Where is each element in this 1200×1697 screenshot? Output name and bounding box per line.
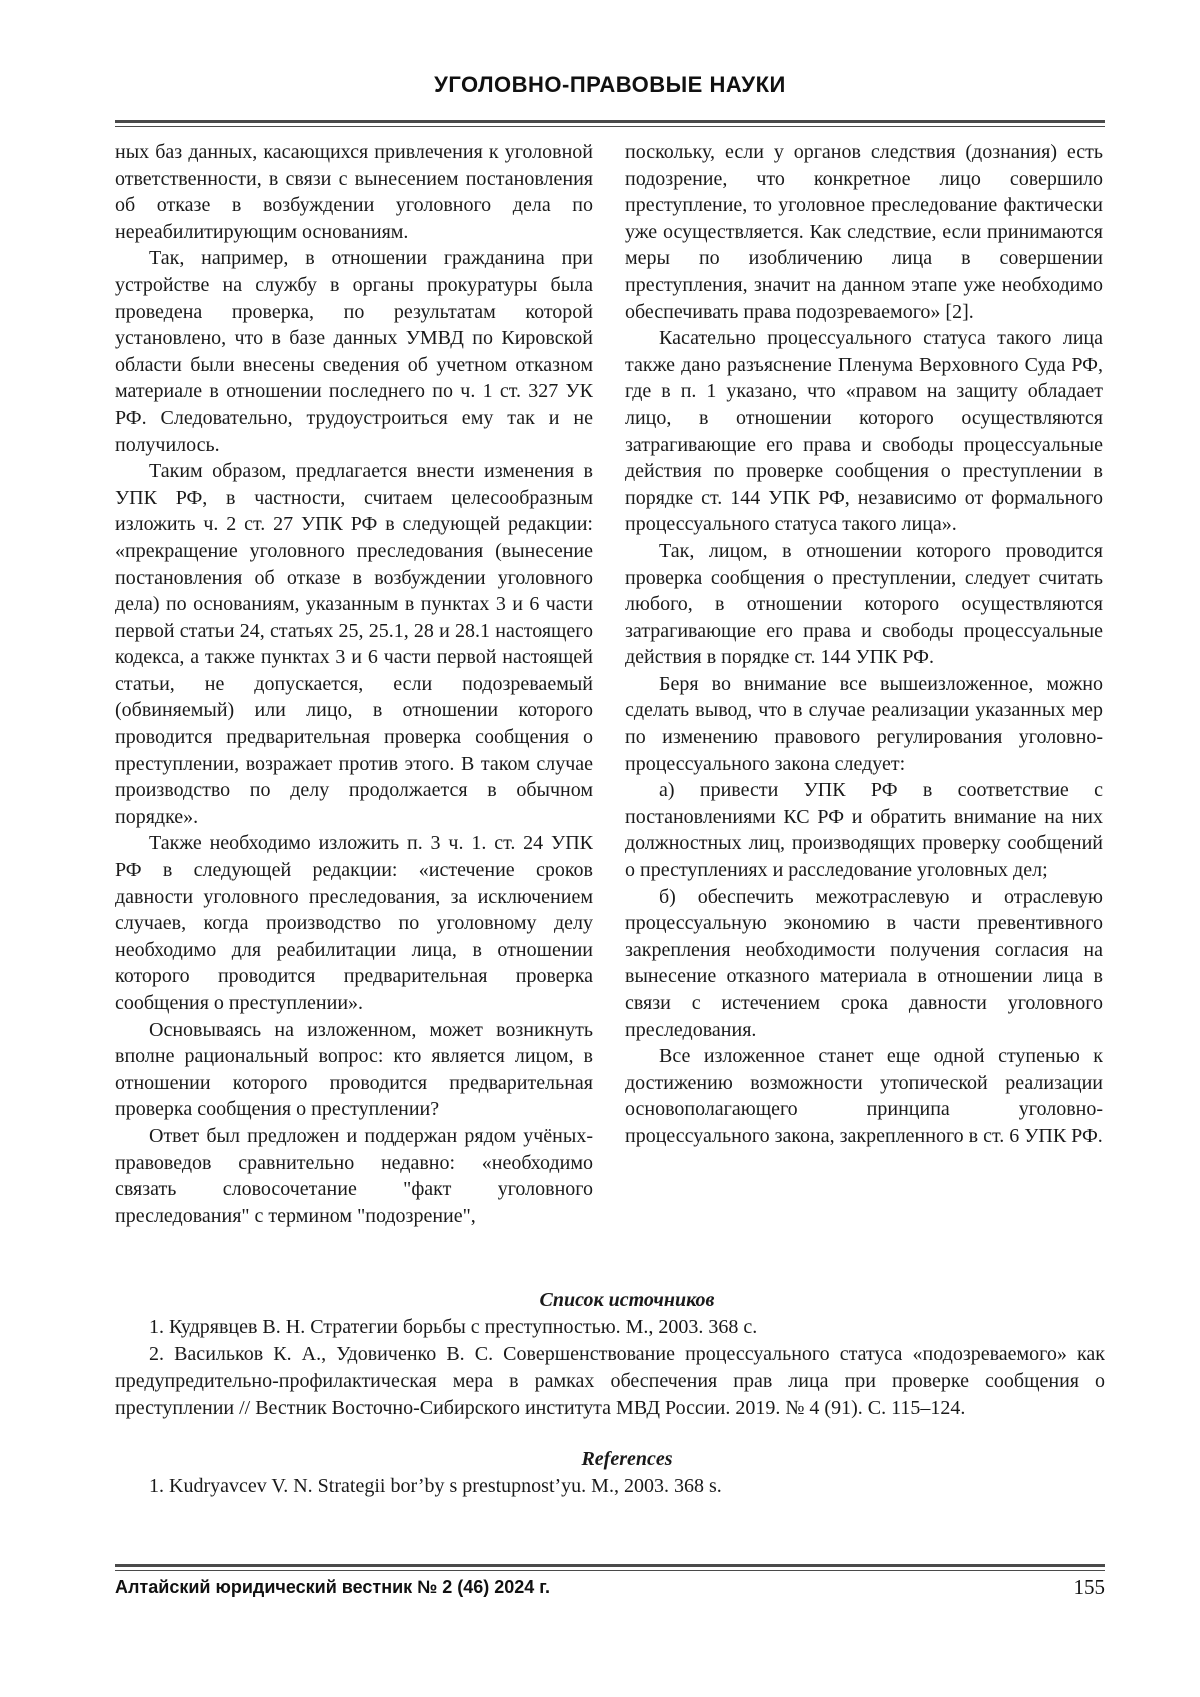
spacer: [115, 1422, 1105, 1446]
header-rule-thin: [115, 126, 1105, 127]
paragraph: Таким образом, предлагается внести изменения в УПК РФ, в частности, считаем целесообразным изложить ч. 2 ст. 27 УПК РФ в следующей редакции: «прекращение уголовного преследования (вынесение постановления об отказе в возбуждении уголовного дела) по основаниям, указанным в пунктах 3 и 6 части первой статьи 24, статьях 25, 25.1, 28 и 28.1 настоящего кодекса, а также пунктах 3 и 6 части первой настоящей статьи, не допускается, если подозреваемый (обвиняемый) или лицо, в отношении которого проводится предварительная проверка сообщения о преступлении, возражает против этого. В таком случае производство по делу продолжается в обычном порядке».: [115, 460, 593, 828]
paragraph: поскольку, если у органов следствия (дознания) есть подозрение, что конкретное лицо совершило преступление, то уголовное преследование фактически уже осуществляется. Как следствие, если принимаются меры по изобличению лица в совершении преступления, значит на данном этапе уже необходимо обеспечивать права подозреваемого» [2].: [625, 141, 1103, 323]
footer-rule: [115, 1564, 1105, 1567]
reference-item: 1. Kudryavcev V. N. Strategii bor’by s prestupnost’yu. M., 2003. 368 s.: [149, 1475, 722, 1497]
paragraph: Так, например, в отношении гражданина при устройстве на службу в органы прокуратуры была проведена проверка, по результатам которой установлено, что в базе данных УМВД по Кировской области были внесены сведения об учетном отказном материале в отношении последнего по ч. 1 ст. 327 УК РФ. Следовательно, трудоустроиться ему так и не получилось.: [115, 247, 593, 456]
journal-title: Алтайский юридический вестник № 2 (46) 2024 г.: [115, 1577, 550, 1597]
left-column: [115, 139, 593, 1229]
paragraph: Касательно процессуального статуса такого лица также дано разъяснение Пленума Верховного Суда РФ, где в п. 1 указано, что «правом на защиту обладает лицо, в отношении которого осуществляются затрагивающие его права и свободы процессуальные действия по проверке сообщения о преступлении в порядке ст. 144 УПК РФ, независимо от формального процессуального статуса такого лица».: [625, 327, 1103, 536]
footer-rule-thin: [115, 1570, 1105, 1571]
source-item: 1. Кудрявцев В. Н. Стратегии борьбы с преступностью. М., 2003. 368 с.: [149, 1316, 758, 1338]
source-item: 2. Васильков К. А., Удовиченко В. С. Совершенствование процессуального статуса «подозреваемого» как предупредительно-профилактическая мера в рамках обеспечения прав лица при проверке сообщения о преступлении // Вестник Восточно-Сибирского института МВД России. 2019. № 4 (91). С. 115–124.: [115, 1343, 1105, 1419]
paragraph: Также необходимо изложить п. 3 ч. 1. ст. 24 УПК РФ в следующей редакции: «истечение сроков давности уголовного преследования, за исключением случаев, когда производство по уголовному делу необходимо для реабилитации лица, в отношении которого проводится предварительная проверка сообщения о преступлении».: [115, 832, 593, 1014]
page-number: 155: [1073, 1575, 1105, 1599]
header-rule: [115, 120, 1105, 123]
sources-heading: Список источников: [539, 1289, 715, 1311]
paragraph: Беря во внимание все вышеизложенное, можно сделать вывод, что в случае реализации указанных мер по изменению правового регулирования уголовно-процессуального закона следует:: [625, 672, 1103, 775]
paragraph: ных баз данных, касающихся привлечения к уголовной ответственности, в связи с вынесением постановления об отказе в возбуждении уголовного дела по нереабилитирующим основаниям.: [115, 141, 593, 243]
section-title: УГОЛОВНО-ПРАВОВЫЕ НАУКИ: [434, 72, 786, 97]
paragraph: б) обеспечить межотраслевую и отраслевую процессуальную экономию в части превентивного закрепления необходимости получения согласия на вынесение отказного материала в отношении лица в связи с истечением срока давности уголовного преследования.: [625, 885, 1103, 1041]
paragraph: а) привести УПК РФ в соответствие с постановлениями КС РФ и обратить внимание на них должностных лиц, производящих проверку сообщений о преступлениях и расследование уголовных дел;: [625, 779, 1103, 882]
paragraph: Основываясь на изложенном, может возникнуть вполне рациональный вопрос: кто является лицом, в отношении которого проводится предварительная проверка сообщения о преступлении?: [115, 1018, 593, 1121]
right-column: [625, 139, 1103, 1150]
references-heading: References: [581, 1448, 673, 1470]
paragraph: Ответ был предложен и поддержан рядом учёных-правоведов сравнительно недавно: «необходимо связать словосочетание "факт уголовного преследования" с термином "подозрение",: [115, 1124, 593, 1227]
paragraph: Так, лицом, в отношении которого проводится проверка сообщения о преступлении, следует считать любого, в отношении которого осуществляются затрагивающие его права и свободы процессуальные действия в порядке ст. 144 УПК РФ.: [625, 539, 1103, 669]
bibliography: [115, 1287, 1105, 1500]
paragraph: Все изложенное станет еще одной ступенью к достижению возможности утопической реализации основополагающего принципа уголовно-процессуального закона, закрепленного в ст. 6 УПК РФ.: [625, 1045, 1103, 1147]
